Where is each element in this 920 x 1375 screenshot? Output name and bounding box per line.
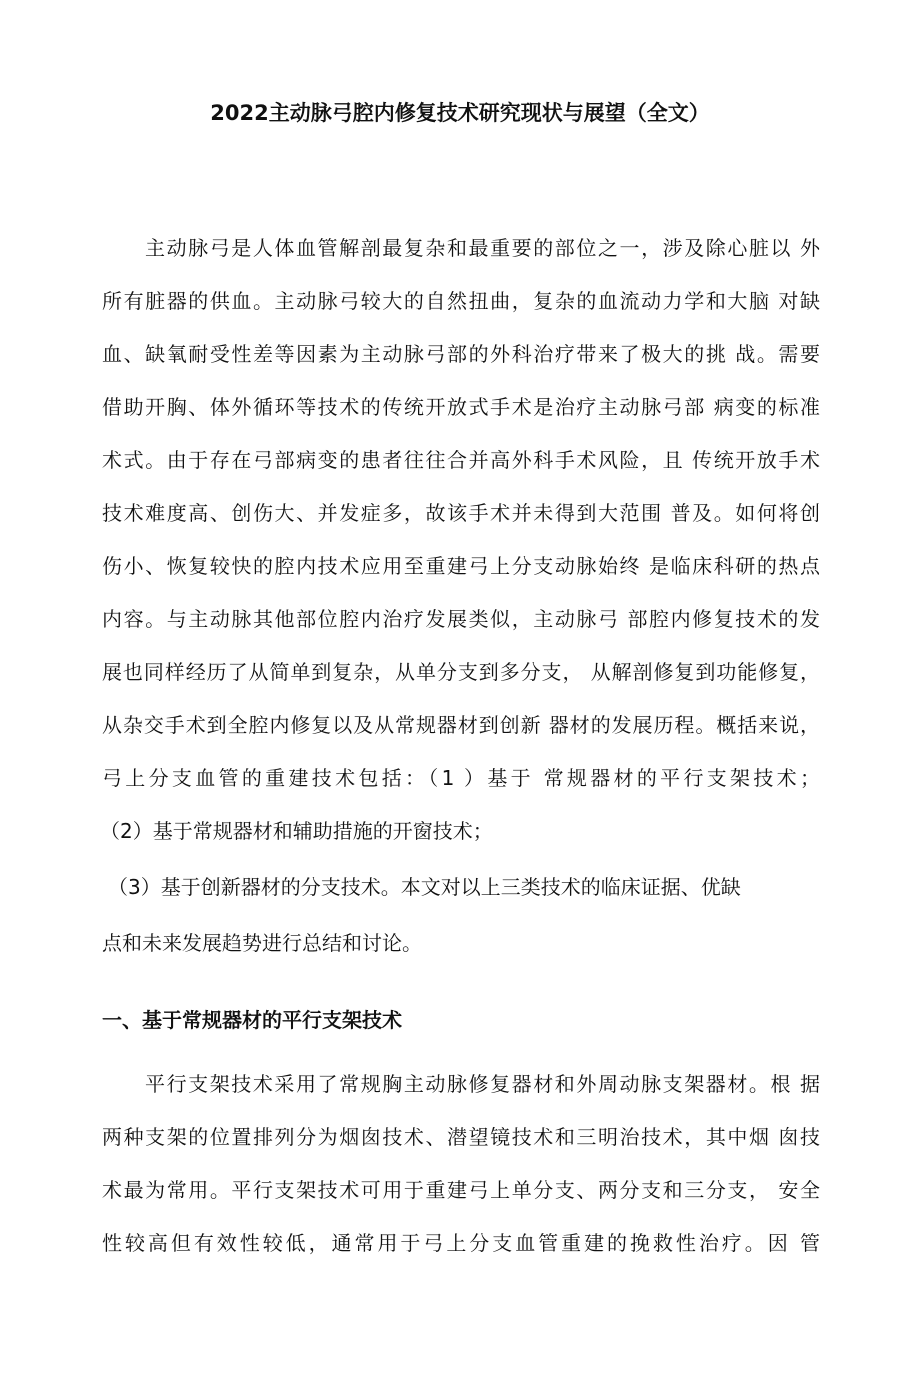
- section-line: 两种支架的位置排列分为烟囱技术、潜望镜技术和三明治技术，其中烟 囱技: [102, 1125, 820, 1149]
- section-heading: 一、基于常规器材的平行支架技术: [102, 1008, 402, 1032]
- document-title: 2022主动脉弓腔内修复技术研究现状与展望（全文）: [210, 101, 710, 125]
- intro-line: （2）基于常规器材和辅助措施的开窗技术；: [100, 819, 493, 843]
- intro-line: 借助开胸、体外循环等技术的传统开放式手术是治疗主动脉弓部 病变的标准: [102, 395, 820, 419]
- intro-line: 点和未来发展趋势进行总结和讨论。: [102, 931, 422, 955]
- intro-line: 主动脉弓是人体血管解剖最复杂和最重要的部位之一，涉及除心脏以 外: [145, 236, 820, 260]
- intro-line: （3）基于创新器材的分支技术。本文对以上三类技术的临床证据、优缺: [108, 875, 741, 899]
- intro-line: 内容。与主动脉其他部位腔内治疗发展类似，主动脉弓 部腔内修复技术的发: [102, 607, 820, 631]
- intro-line: 技术难度高、创伤大、并发症多，故该手术并未得到大范围 普及。如何将创: [102, 501, 820, 525]
- intro-line: 展也同样经历了从简单到复杂，从单分支到多分支， 从解剖修复到功能修复，: [102, 660, 820, 684]
- section-line: 术最为常用。平行支架技术可用于重建弓上单分支、两分支和三分支， 安全: [102, 1178, 820, 1202]
- intro-line: 从杂交手术到全腔内修复以及从常规器材到创新 器材的发展历程。概括来说，: [102, 713, 820, 737]
- intro-line: 血、缺氧耐受性差等因素为主动脉弓部的外科治疗带来了极大的挑 战。需要: [102, 342, 820, 366]
- section-line: 性较高但有效性较低，通常用于弓上分支血管重建的挽救性治疗。因 管: [102, 1231, 820, 1255]
- intro-line: 伤小、恢复较快的腔内技术应用至重建弓上分支动脉始终 是临床科研的热点: [102, 554, 820, 578]
- section-line: 平行支架技术采用了常规胸主动脉修复器材和外周动脉支架器材。根 据: [145, 1072, 820, 1096]
- intro-line: 弓上分支血管的重建技术包括：（1 ）基于 常规器材的平行支架技术；: [102, 766, 820, 790]
- intro-line: 所有脏器的供血。主动脉弓较大的自然扭曲，复杂的血流动力学和大脑 对缺: [102, 289, 820, 313]
- intro-line: 术式。由于存在弓部病变的患者往往合并高外科手术风险，且 传统开放手术: [102, 448, 820, 472]
